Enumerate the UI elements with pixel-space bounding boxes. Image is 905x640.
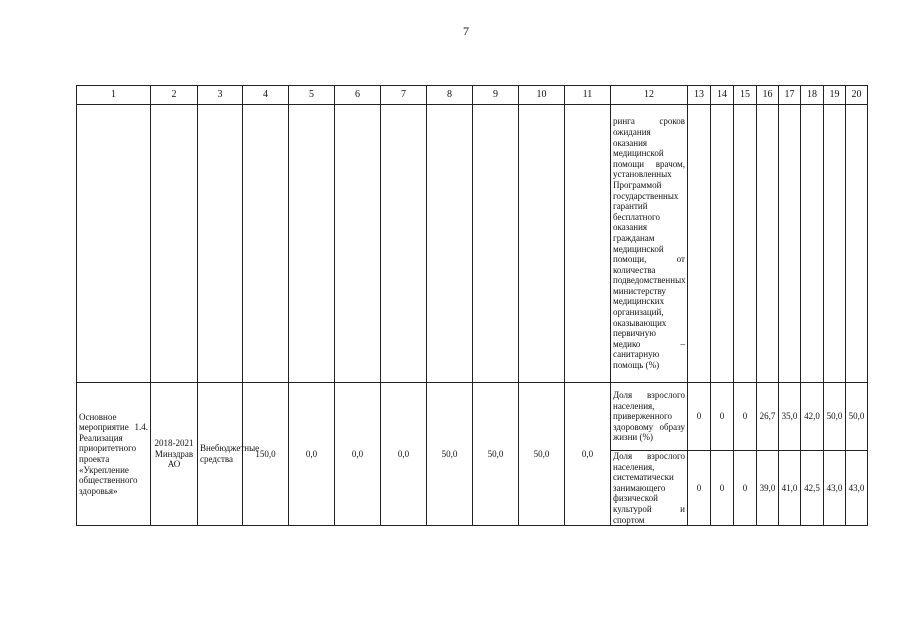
column-header: 8 bbox=[427, 86, 473, 105]
indicator-continued-text: ринга сроков ожидания оказания медицинской помощи врачом, установленных Программой государственных гарантий бесплатного оказания гражданам медицинской помощи, от количества подведомственных министерству медицинских организаций, оказывающих первичную медико – санитарную помощь (%) bbox=[611, 105, 688, 383]
indicator-value: 42,5 bbox=[801, 451, 824, 526]
indicator-value: 43,0 bbox=[846, 451, 868, 526]
column-header: 18 bbox=[801, 86, 824, 105]
funding-value: 50,0 bbox=[427, 383, 473, 526]
empty-cell bbox=[77, 105, 151, 383]
column-header: 15 bbox=[734, 86, 757, 105]
activity-period-executor: 2018-2021 Минздрав АО bbox=[151, 383, 198, 526]
indicator-text: Доля взрослого населения, приверженного здоровому образу жизни (%) bbox=[611, 383, 688, 451]
indicator-value: 0 bbox=[734, 383, 757, 451]
column-header: 1 bbox=[77, 86, 151, 105]
indicator-text: Доля взрослого населения, систематически занимающего физической культурой и спортом bbox=[611, 451, 688, 526]
indicator-value: 0 bbox=[688, 383, 711, 451]
column-header: 2 bbox=[151, 86, 198, 105]
funding-value: 50,0 bbox=[473, 383, 519, 526]
indicator-value: 50,0 bbox=[846, 383, 868, 451]
activity-name: Основное мероприятие 1.4. Реализация приоритетного проекта «Укрепление общественного здоровья» bbox=[77, 383, 151, 526]
indicator-value: 39,0 bbox=[757, 451, 779, 526]
activity-row bbox=[77, 383, 868, 451]
column-header: 13 bbox=[688, 86, 711, 105]
funding-total: 150,0 bbox=[243, 383, 289, 526]
empty-cell bbox=[381, 105, 427, 383]
empty-cell bbox=[565, 105, 611, 383]
column-header: 16 bbox=[757, 86, 779, 105]
empty-cell bbox=[779, 105, 801, 383]
empty-cell bbox=[757, 105, 779, 383]
funding-value: 0,0 bbox=[565, 383, 611, 526]
empty-cell bbox=[824, 105, 846, 383]
empty-cell bbox=[151, 105, 198, 383]
indicator-value: 35,0 bbox=[779, 383, 801, 451]
header-row bbox=[77, 86, 868, 105]
column-header: 14 bbox=[711, 86, 734, 105]
empty-cell bbox=[198, 105, 243, 383]
funding-value: 0,0 bbox=[335, 383, 381, 526]
empty-cell bbox=[335, 105, 381, 383]
column-header: 17 bbox=[779, 86, 801, 105]
empty-cell bbox=[519, 105, 565, 383]
funding-value: 0,0 bbox=[381, 383, 427, 526]
indicator-value: 43,0 bbox=[824, 451, 846, 526]
page-number: 7 bbox=[463, 24, 469, 38]
empty-cell bbox=[289, 105, 335, 383]
column-header: 4 bbox=[243, 86, 289, 105]
column-header: 10 bbox=[519, 86, 565, 105]
empty-cell bbox=[473, 105, 519, 383]
continued-row bbox=[77, 105, 868, 383]
funding-value: 50,0 bbox=[519, 383, 565, 526]
program-table bbox=[76, 85, 868, 526]
empty-cell bbox=[243, 105, 289, 383]
funding-source: Внебюджетные средства bbox=[198, 383, 243, 526]
empty-cell bbox=[801, 105, 824, 383]
column-header: 12 bbox=[611, 86, 688, 105]
column-header: 7 bbox=[381, 86, 427, 105]
column-header: 9 bbox=[473, 86, 519, 105]
column-header: 6 bbox=[335, 86, 381, 105]
column-header: 19 bbox=[824, 86, 846, 105]
funding-value: 0,0 bbox=[289, 383, 335, 526]
indicator-value: 0 bbox=[711, 451, 734, 526]
empty-cell bbox=[846, 105, 868, 383]
indicator-value: 41,0 bbox=[779, 451, 801, 526]
empty-cell bbox=[734, 105, 757, 383]
empty-cell bbox=[688, 105, 711, 383]
column-header: 11 bbox=[565, 86, 611, 105]
indicator-value: 0 bbox=[688, 451, 711, 526]
column-header: 5 bbox=[289, 86, 335, 105]
indicator-value: 26,7 bbox=[757, 383, 779, 451]
indicator-value: 0 bbox=[734, 451, 757, 526]
indicator-value: 0 bbox=[711, 383, 734, 451]
indicator-value: 50,0 bbox=[824, 383, 846, 451]
indicator-value: 42,0 bbox=[801, 383, 824, 451]
column-header: 20 bbox=[846, 86, 868, 105]
empty-cell bbox=[427, 105, 473, 383]
column-header: 3 bbox=[198, 86, 243, 105]
empty-cell bbox=[711, 105, 734, 383]
